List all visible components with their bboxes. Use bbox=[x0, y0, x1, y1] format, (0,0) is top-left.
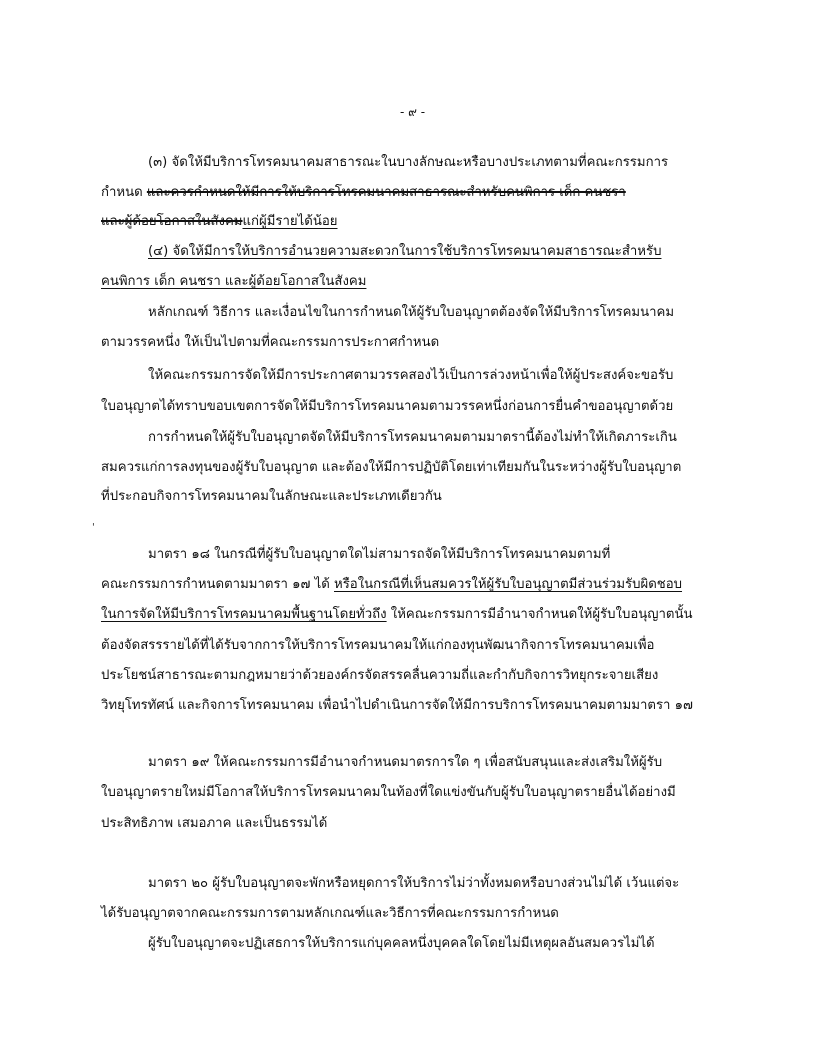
section18-line4: ต้องจัดสรรรายได้ที่ได้รับจากการให้บริการโทรคมนาคมให้แก่กองทุนพัฒนากิจการโทรคมนาคมเพื่อ bbox=[101, 638, 655, 653]
section18-line2-plain: คณะกรรมการกำหนดตามมาตรา ๑๗ ได้ bbox=[101, 577, 334, 592]
burden-line3: ที่ประกอบกิจการโทรคมนาคมในลักษณะและประเภทเดียวกัน bbox=[101, 489, 442, 504]
section18-line6: วิทยุโทรทัศน์ และกิจการโทรคมนาคม เพื่อนำไปดำเนินการจัดให้มีการบริการโทรคมนาคมตามมาตรา ๑๗ bbox=[101, 698, 693, 713]
burden-line1: การกำหนดให้ผู้รับใบอนุญาตจัดให้มีบริการโทรคมนาคมตามมาตรานี้ต้องไม่ทำให้เกิดภาระเกิน bbox=[148, 430, 677, 445]
section20-line3: ผู้รับใบอนุญาตจะปฏิเสธการให้บริการแก่บุคคลหนึ่งบุคคลใดโดยไม่มีเหตุผลอันสมควรไม่ได้ bbox=[148, 936, 655, 951]
item3-line3 bbox=[101, 212, 338, 232]
item4-line2: คนพิการ เด็ก คนชรา และผู้ด้อยโอกาสในสังคม bbox=[101, 274, 367, 289]
item3-line1: (๓) จัดให้มีบริการโทรคมนาคมสาธารณะในบางลักษณะหรือบางประเภทตามที่คณะกรรมการ bbox=[148, 155, 669, 170]
item3-line2 bbox=[101, 183, 626, 203]
section18-line3-plain: ให้คณะกรรมการมีอำนาจกำหนดให้ผู้รับใบอนุญาตนั้น bbox=[386, 607, 693, 622]
section18-line3 bbox=[101, 605, 693, 625]
section18-line2 bbox=[101, 575, 682, 595]
item3-line3-struck: และผู้ด้อยโอกาสในสังคม bbox=[101, 214, 243, 229]
criteria-line2: ตามวรรคหนึ่ง ให้เป็นไปตามที่คณะกรรมการประกาศกำหนด bbox=[101, 335, 440, 350]
item3-line3-underlined: แก่ผู้มีรายได้น้อย bbox=[242, 214, 338, 229]
section18-line3-underlined: ในการจัดให้มีบริการโทรคมนาคมพื้นฐานโดยทั่วถึง bbox=[101, 607, 387, 622]
page-number: - ๙ - bbox=[400, 105, 426, 119]
burden-line2: สมควรแก่การลงทุนของผู้รับใบอนุญาต และต้องให้มีการปฏิบัติโดยเท่าเทียมกันในระหว่างผู้รับใบอนุญาต bbox=[101, 460, 682, 475]
section20-line1: มาตรา ๒๐ ผู้รับใบอนุญาตจะพักหรือหยุดการให้บริการไม่ว่าทั้งหมดหรือบางส่วนไม่ได้ เว้นแต่จะ bbox=[148, 876, 680, 891]
announce-line1: ให้คณะกรรมการจัดให้มีการประกาศตามวรรคสองไว้เป็นการล่วงหน้าเพื่อให้ผู้ประสงค์จะขอรับ bbox=[148, 368, 674, 383]
section19-line2: ใบอนุญาตรายใหม่มีโอกาสให้บริการโทรคมนาคมในท้องที่ใดแข่งขันกับผู้รับใบอนุญาตรายอื่นได้อย่างมี bbox=[101, 785, 676, 800]
item3-line2-plain: กำหนด bbox=[101, 185, 147, 200]
section18-line2-underlined: หรือในกรณีที่เห็นสมควรให้ผู้รับใบอนุญาตมีส่วนร่วมรับผิดชอบ bbox=[334, 577, 683, 592]
section20-line2: ได้รับอนุญาตจากคณะกรรมการตามหลักเกณฑ์และวิธีการที่คณะกรรมการกำหนด bbox=[101, 906, 559, 921]
section19-line1: มาตรา ๑๙ ให้คณะกรรมการมีอำนาจกำหนดมาตรการใด ๆ เพื่อสนับสนุนและส่งเสริมให้ผู้รับ bbox=[148, 755, 663, 770]
section18-line1: มาตรา ๑๘ ในกรณีที่ผู้รับใบอนุญาตใดไม่สามารถจัดให้มีบริการโทรคมนาคมตามที่ bbox=[148, 547, 611, 562]
section18-line5: ประโยชน์สาธารณะตามกฎหมายว่าด้วยองค์กรจัดสรรคลื่นความถี่และกำกับกิจการวิทยุกระจายเสียง bbox=[101, 668, 659, 683]
item3-line2-struck: และควรกำหนดให้มีการให้บริการโทรคมนาคมสาธารณะสำหรับคนพิการ เด็ก คนชรา bbox=[146, 185, 626, 200]
stray-mark: ' bbox=[92, 522, 95, 533]
criteria-line1: หลักเกณฑ์ วิธีการ และเงื่อนไขในการกำหนดให้ผู้รับใบอนุญาตต้องจัดให้มีบริการโทรคมนาคม bbox=[148, 305, 675, 320]
item4-line1: (๔) จัดให้มีการให้บริการอำนวยความสะดวกในการใช้บริการโทรคมนาคมสาธารณะสำหรับ bbox=[148, 244, 662, 259]
section19-line3: ประสิทธิภาพ เสมอภาค และเป็นธรรมได้ bbox=[101, 816, 328, 831]
announce-line2: ใบอนุญาตได้ทราบขอบเขตการจัดให้มีบริการโทรคมนาคมตามวรรคหนึ่งก่อนการยื่นคำขออนุญาตด้วย bbox=[101, 399, 674, 414]
